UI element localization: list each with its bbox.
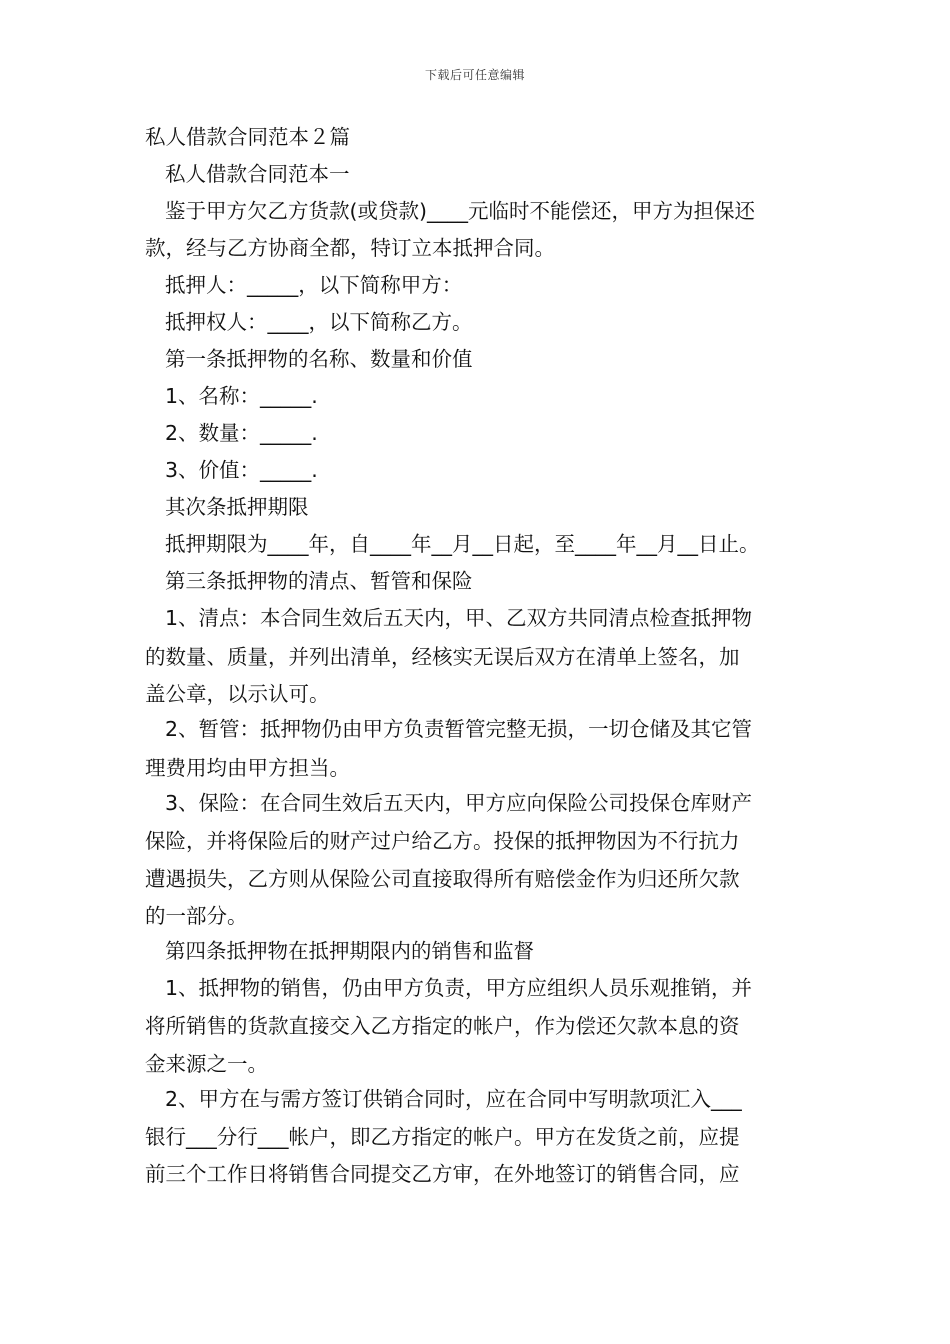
clause-heading: 第四条抵押物在抵押期限内的销售和监督 <box>165 939 534 963</box>
paragraph-line: 理费用均由甲方担当。 <box>145 756 350 780</box>
paragraph-line: 金来源之一。 <box>145 1052 268 1076</box>
paragraph-line: 盖公章，以示认可。 <box>145 682 330 706</box>
section-heading: 私人借款合同范本一 <box>165 162 350 186</box>
paragraph-line: 抵押权人：____，以下简称乙方。 <box>165 310 473 334</box>
clause-heading: 其次条抵押期限 <box>165 495 309 519</box>
paragraph-line: 遭遇损失，乙方则从保险公司直接取得所有赔偿金作为归还所欠款 <box>145 867 740 891</box>
paragraph-line: 的一部分。 <box>145 904 248 928</box>
paragraph-line: 将所销售的货款直接交入乙方指定的帐户，作为偿还欠款本息的资 <box>145 1014 740 1038</box>
paragraph-line: 款，经与乙方协商全都，特订立本抵押合同。 <box>145 236 555 260</box>
paragraph-line: 鉴于甲方欠乙方货款(或贷款)____元临时不能偿还，甲方为担保还 <box>165 199 755 223</box>
page-header-note: 下载后可任意编辑 <box>424 68 525 82</box>
clause-item: 1、抵押物的销售，仍由甲方负责，甲方应组织人员乐观推销，并 <box>165 976 753 1000</box>
clause-item: 1、名称：_____. <box>165 384 318 408</box>
paragraph-line: 抵押期限为____年，自____年__月__日起，至____年__月__日止。 <box>165 532 760 556</box>
clause-item: 3、价值：_____. <box>165 458 318 482</box>
clause-item: 2、甲方在与需方签订供销合同时，应在合同中写明款项汇入___ <box>165 1087 742 1111</box>
paragraph-line: 抵押人：_____，以下简称甲方： <box>165 273 463 297</box>
clause-item: 2、数量：_____. <box>165 421 318 445</box>
paragraph-line: 前三个工作日将销售合同提交乙方审，在外地签订的销售合同，应 <box>145 1162 740 1186</box>
clause-item: 2、暂管：抵押物仍由甲方负责暂管完整无损，一切仓储及其它管 <box>165 717 753 741</box>
paragraph-line: 银行___分行___帐户，即乙方指定的帐户。甲方在发货之前，应提 <box>145 1125 740 1149</box>
paragraph-line: 保险，并将保险后的财产过户给乙方。投保的抵押物因为不行抗力 <box>145 829 740 853</box>
clause-item: 1、清点：本合同生效后五天内，甲、乙双方共同清点检查抵押物 <box>165 606 753 630</box>
clause-heading: 第一条抵押物的名称、数量和价值 <box>165 347 473 371</box>
clause-item: 3、保险：在合同生效后五天内，甲方应向保险公司投保仓库财产 <box>165 791 753 815</box>
clause-heading: 第三条抵押物的清点、暂管和保险 <box>165 569 473 593</box>
paragraph-line: 的数量、质量，并列出清单，经核实无误后双方在清单上签名，加 <box>145 645 740 669</box>
document-title: 私人借款合同范本２篇 <box>145 125 350 149</box>
